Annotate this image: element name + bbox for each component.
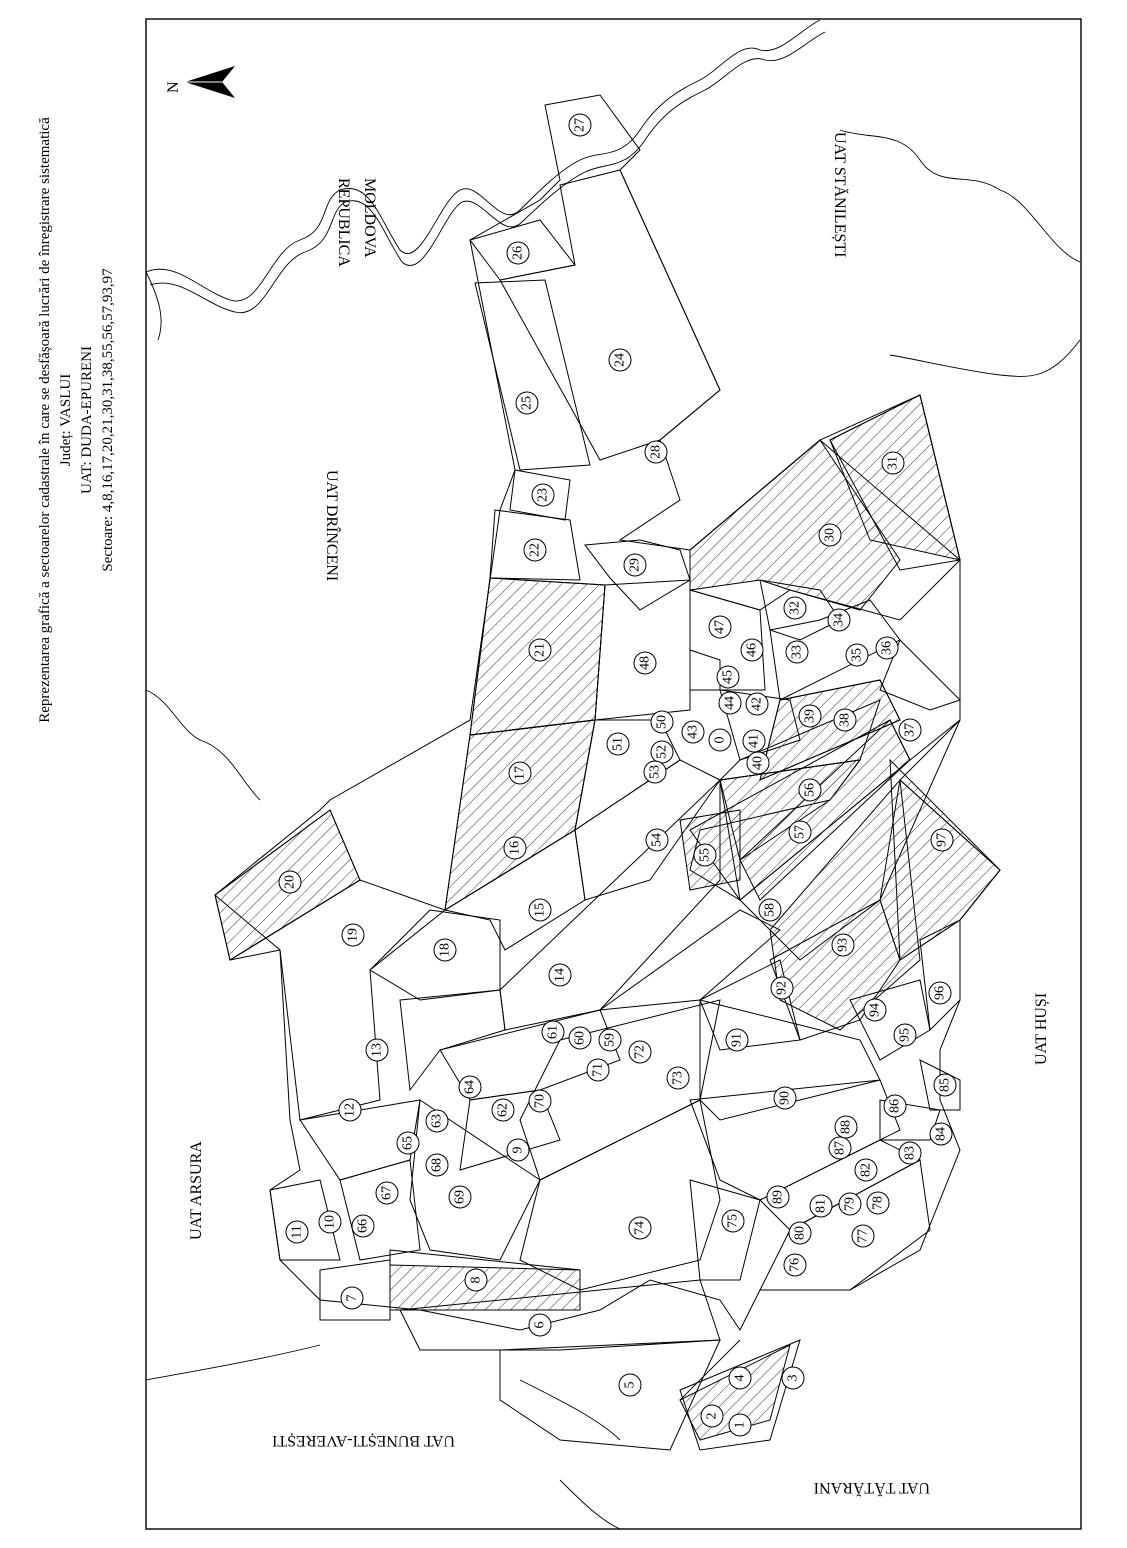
sector-number-70: 70 [532, 1094, 548, 1108]
sector-marker-97 [931, 829, 953, 851]
sector-marker-70 [529, 1090, 551, 1112]
sector-marker-86 [884, 1095, 906, 1117]
sector-marker-72 [629, 1041, 651, 1063]
sector-marker-22 [524, 539, 546, 561]
sector-marker-18 [434, 939, 456, 961]
sector-number-8: 8 [468, 1276, 484, 1284]
sector-number-5: 5 [622, 1381, 638, 1389]
sector-number-11: 11 [289, 1225, 305, 1239]
sector-number-20: 20 [282, 875, 298, 889]
sector-number-3: 3 [785, 1374, 801, 1382]
sector-marker-3 [782, 1367, 804, 1389]
sector-marker-51 [607, 733, 629, 755]
sector-number-35: 35 [849, 648, 865, 662]
sector-marker-68 [426, 1154, 448, 1176]
sector-marker-67 [376, 1182, 398, 1204]
sector-marker-11 [286, 1221, 308, 1243]
sector-marker-1 [729, 1414, 751, 1436]
sector-marker-13 [366, 1039, 388, 1061]
sector-number-89: 89 [770, 1190, 786, 1204]
sector-number-76: 76 [787, 1258, 803, 1272]
sector-number-66: 66 [355, 1219, 371, 1233]
sector-marker-84 [930, 1123, 952, 1145]
uat-line: UAT: DUDA-EPURENI [79, 346, 95, 494]
sector-number-26: 26 [510, 246, 526, 260]
sector-number-48: 48 [637, 656, 653, 670]
sector-marker-12 [339, 1099, 361, 1121]
sector-marker-71 [587, 1059, 609, 1081]
sector-marker-17 [509, 762, 531, 784]
sector-number-2: 2 [704, 1412, 720, 1420]
sector-number-79: 79 [842, 1197, 858, 1211]
sector-marker-92 [771, 977, 793, 999]
sector-marker-62 [492, 1099, 514, 1121]
sector-marker-31 [882, 452, 904, 474]
sector-number-30: 30 [822, 528, 838, 542]
sector-number-60: 60 [572, 1031, 588, 1045]
sector-marker-25 [516, 392, 538, 414]
sector-number-50: 50 [654, 715, 670, 729]
sector-marker-35 [846, 644, 868, 666]
sector-number-42: 42 [749, 697, 765, 711]
sector-number-92: 92 [774, 981, 790, 995]
sector-marker-29 [624, 554, 646, 576]
sector-marker-56 [799, 779, 821, 801]
title-line: Reprezentarea grafică a sectoarelor cadastrale în care se desfășoară lucrări de înregistrare sistematică [37, 117, 53, 723]
sector-number-97: 97 [934, 833, 950, 847]
sector-number-9: 9 [510, 1146, 526, 1154]
sector-marker-6 [529, 1314, 551, 1336]
sector-number-38: 38 [837, 713, 853, 727]
sector-marker-77 [852, 1225, 874, 1247]
sector-marker-23 [532, 484, 554, 506]
sector-marker-54 [646, 829, 668, 851]
sector-number-31: 31 [885, 456, 901, 470]
sector-marker-46 [741, 639, 763, 661]
sector-number-71: 71 [590, 1063, 606, 1077]
sector-marker-55 [694, 844, 716, 866]
sector-number-1: 1 [732, 1421, 748, 1429]
sector-marker-9 [507, 1139, 529, 1161]
neighbor-label-bunesti: UAT BUNEȘTI-AVEREȘTI [272, 1432, 455, 1449]
sector-marker-59 [599, 1029, 621, 1051]
sector-number-56: 56 [802, 783, 818, 797]
sector-number-68: 68 [429, 1158, 445, 1172]
sector-number-10: 10 [322, 1215, 338, 1229]
sector-number-55: 55 [697, 848, 713, 862]
sector-marker-7 [341, 1287, 363, 1309]
county-line: Județ: VASLUI [58, 373, 74, 467]
sector-marker-52 [651, 741, 673, 763]
neighbor-label-stanilesti: UAT STĂNILEȘTI [831, 132, 848, 258]
sector-number-94: 94 [867, 1003, 883, 1017]
sector-number-63: 63 [429, 1114, 445, 1128]
sectors-line: Sectoare: 4,8,16,17,20,21,30,31,38,55,56,57,93,97 [100, 268, 116, 572]
sector-marker-78 [867, 1192, 889, 1214]
sector-number-61: 61 [545, 1025, 561, 1039]
sector-marker-39 [799, 705, 821, 727]
neighbor-label-tatarani: UAT TĂTĂRANI [813, 1479, 930, 1496]
sector-number-80: 80 [792, 1226, 808, 1240]
sector-marker-85 [934, 1074, 956, 1096]
sector-number-58: 58 [762, 903, 778, 917]
sector-marker-16 [504, 837, 526, 859]
sector-number-40: 40 [750, 756, 766, 770]
sector-number-67: 67 [379, 1186, 395, 1200]
sector-8-area [390, 1265, 580, 1310]
sector-marker-21 [529, 639, 551, 661]
sector-number-83: 83 [902, 1146, 918, 1160]
river-line [146, 20, 820, 340]
sector-number-6: 6 [532, 1321, 548, 1329]
sector-marker-48 [634, 652, 656, 674]
sector-marker-44 [719, 692, 741, 714]
sector-97-area [890, 760, 1000, 960]
sector-marker-38 [834, 709, 856, 731]
sector-number-62: 62 [495, 1103, 511, 1117]
sector-number-27: 27 [572, 118, 588, 132]
sector-number-28: 28 [648, 445, 664, 459]
sector-marker-57 [789, 821, 811, 843]
sector-marker-73 [667, 1067, 689, 1089]
sector-marker-96 [929, 982, 951, 1004]
sector-marker-24 [609, 349, 631, 371]
sector-number-45: 45 [720, 670, 736, 684]
sector-number-23: 23 [535, 488, 551, 502]
sector-marker-47 [709, 616, 731, 638]
sector-marker-37 [899, 719, 921, 741]
sector-number-46: 46 [744, 643, 760, 657]
sector-number-15: 15 [532, 903, 548, 917]
sector-number-39: 39 [802, 709, 818, 723]
sector-number-24: 24 [612, 353, 628, 367]
sector-number-64: 64 [462, 1080, 478, 1094]
sector-number-36: 36 [879, 641, 895, 655]
sector-number-22: 22 [527, 543, 543, 557]
sector-marker-27 [569, 114, 591, 136]
sector-marker-90 [774, 1087, 796, 1109]
sector-number-85: 85 [937, 1078, 953, 1092]
sector-marker-4 [729, 1367, 751, 1389]
sector-marker-87 [829, 1137, 851, 1159]
boundary-line [890, 340, 1080, 376]
sector-number-86: 86 [887, 1099, 903, 1113]
sector-17-area [445, 720, 595, 910]
sector-number-59: 59 [602, 1033, 618, 1047]
sector-number-81: 81 [813, 1199, 829, 1213]
sector-number-32: 32 [787, 601, 803, 615]
sector-marker-8 [465, 1269, 487, 1291]
sector-number-93: 93 [835, 938, 851, 952]
sector-marker-80 [789, 1222, 811, 1244]
sector-marker-63 [426, 1110, 448, 1132]
sector-number-4: 4 [732, 1374, 748, 1382]
sector-number-25: 25 [519, 396, 535, 410]
sector-marker-40 [747, 752, 769, 774]
sector-number-82: 82 [858, 1163, 874, 1177]
sector-marker-76 [784, 1254, 806, 1276]
neighbor-label-husi: UAT HUȘI [1033, 992, 1050, 1065]
sector-marker-53 [644, 761, 666, 783]
sector-number-7: 7 [344, 1294, 360, 1302]
sector-number-52: 52 [654, 745, 670, 759]
sector-number-87: 87 [832, 1141, 848, 1155]
sector-number-21: 21 [532, 643, 548, 657]
sector-number-96: 96 [932, 986, 948, 1000]
river-line [150, 32, 825, 313]
sector-number-43: 43 [685, 725, 701, 739]
sector-number-14: 14 [552, 968, 568, 982]
sector-marker-61 [542, 1021, 564, 1043]
sector-number-88: 88 [838, 1120, 854, 1134]
boundary-line [146, 690, 740, 1529]
sector-marker-69 [449, 1186, 471, 1208]
sector-number-75: 75 [725, 1214, 741, 1228]
sector-marker-88 [835, 1116, 857, 1138]
sector-number-84: 84 [933, 1127, 949, 1141]
sector-number-18: 18 [437, 943, 453, 957]
sector-marker-50 [651, 711, 673, 733]
sector-number-34: 34 [831, 613, 847, 627]
sector-marker-15 [529, 899, 551, 921]
sector-number-73: 73 [670, 1071, 686, 1085]
neighbor-label-drinceni: UAT DRÎNCENI [323, 470, 340, 582]
sector-number-17: 17 [512, 766, 528, 780]
sector-number-91: 91 [729, 1033, 745, 1047]
sector-marker-28 [645, 441, 667, 463]
sector-number-95: 95 [897, 1028, 913, 1042]
sector-number-54: 54 [649, 833, 665, 847]
sector-marker-74 [629, 1217, 651, 1239]
neighbor-label-moldova-line1: REPUBLICA [335, 178, 352, 267]
sector-number-16: 16 [507, 841, 523, 855]
sector-number-37: 37 [902, 723, 918, 737]
sector-marker-26 [507, 242, 529, 264]
sector-marker-94 [864, 999, 886, 1021]
sector-marker-2 [701, 1405, 723, 1427]
sector-marker-83 [899, 1142, 921, 1164]
sector-marker-65 [397, 1132, 419, 1154]
sector-marker-41 [743, 730, 765, 752]
sector-marker-89 [767, 1186, 789, 1208]
sector-number-65: 65 [400, 1136, 416, 1150]
sector-marker-43 [682, 721, 704, 743]
sector-number-69: 69 [452, 1190, 468, 1204]
sector-number-13: 13 [369, 1043, 385, 1057]
neighbor-label-arsura: UAT ARSURA [188, 1141, 205, 1240]
sector-marker-93 [832, 934, 854, 956]
sector-marker-82 [855, 1159, 877, 1181]
sector-number-44: 44 [722, 696, 738, 710]
sector-marker-60 [569, 1027, 591, 1049]
sector-marker-42 [746, 693, 768, 715]
sector-marker-66 [352, 1215, 374, 1237]
sector-marker-81 [810, 1195, 832, 1217]
sector-marker-95 [894, 1024, 916, 1046]
sector-number-90: 90 [777, 1091, 793, 1105]
sector-marker-32 [784, 597, 806, 619]
sector-number-51: 51 [610, 737, 626, 751]
sector-number-57: 57 [792, 825, 808, 839]
sector-marker-91 [726, 1029, 748, 1051]
sector-number-19: 19 [345, 928, 361, 942]
sector-marker-34 [828, 609, 850, 631]
river-line [840, 130, 1080, 262]
sector-marker-33 [786, 641, 808, 663]
sector-number-33: 33 [789, 645, 805, 659]
sector-marker-10 [319, 1211, 341, 1233]
sector-number-12: 12 [342, 1103, 358, 1117]
sector-marker-20 [279, 871, 301, 893]
sector-number-72: 72 [632, 1045, 648, 1059]
sector-marker-14 [549, 964, 571, 986]
sector-marker-0 [709, 729, 731, 751]
sector-number-0: 0 [712, 736, 728, 744]
sector-marker-30 [819, 524, 841, 546]
sector-marker-36 [876, 637, 898, 659]
neighbor-label-moldova-line2: MOLDOVA [361, 178, 378, 258]
sector-number-53: 53 [647, 765, 663, 779]
sector-number-29: 29 [627, 558, 643, 572]
map-frame [146, 19, 1081, 1529]
sector-marker-45 [717, 666, 739, 688]
sector-number-77: 77 [855, 1229, 871, 1243]
sector-marker-58 [759, 899, 781, 921]
sector-marker-64 [459, 1076, 481, 1098]
north-arrow [185, 66, 235, 98]
north-label: N [165, 81, 182, 93]
sector-number-47: 47 [712, 620, 728, 634]
sector-marker-19 [342, 924, 364, 946]
sector-marker-75 [722, 1210, 744, 1232]
sector-marker-5 [619, 1374, 641, 1396]
sector-number-41: 41 [746, 734, 762, 748]
sector-number-74: 74 [632, 1221, 648, 1235]
sector-marker-79 [839, 1193, 861, 1215]
sector-number-78: 78 [870, 1196, 886, 1210]
